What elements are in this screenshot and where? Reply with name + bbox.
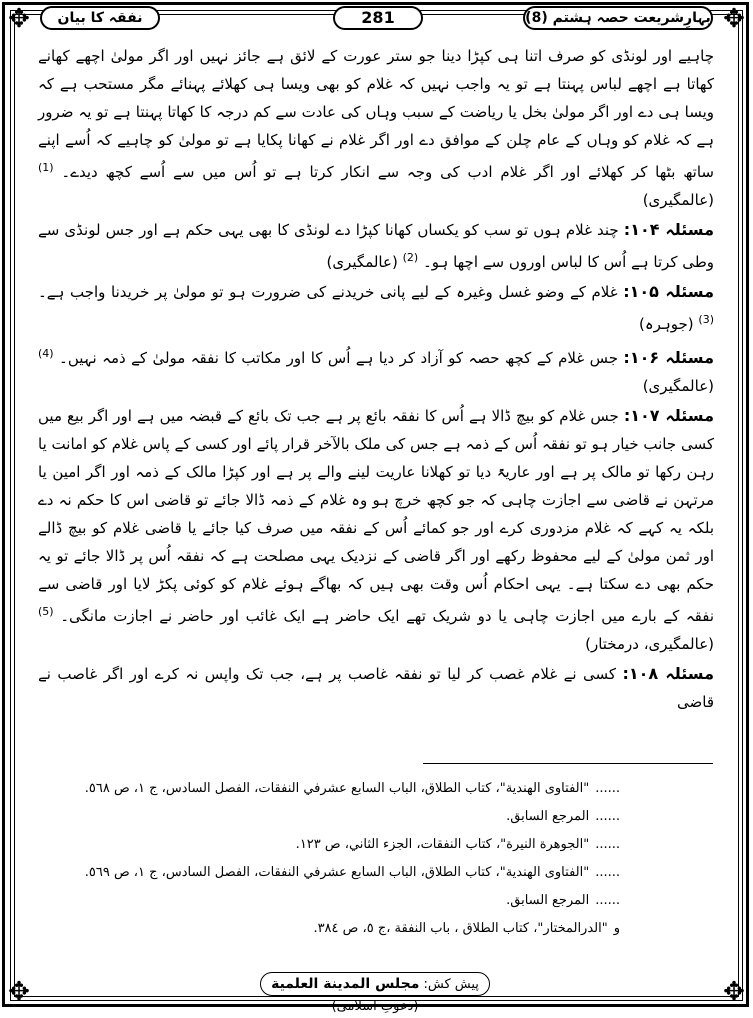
masala-108 <box>38 660 714 716</box>
footnote-6 <box>40 915 620 943</box>
source-citation: (عالمگیری، درمختار) <box>585 635 714 653</box>
footnote-ref: (4) <box>38 347 54 360</box>
footer-suffix: (دعوتِ اسلامی) <box>331 999 419 1014</box>
paragraph-continuation <box>38 42 714 214</box>
footnote-text: المرجع السابق. <box>506 809 590 824</box>
footnote-marker: ...... <box>595 809 620 824</box>
main-text <box>38 42 714 718</box>
paragraph-text: کسی نے غلام غصب کر لیا تو نفقہ غاصب پر ہے، جب تک واپس نہ کرے اور اگر غاصب نے قاضی <box>38 665 714 711</box>
footnote-ref: (3) <box>698 313 714 326</box>
footnote-marker: ...... <box>595 865 620 880</box>
book-title: بہارِشریعت حصہ ہشتم (8) <box>523 6 713 30</box>
footnote-marker: ...... <box>595 893 620 908</box>
footnote-ref: (2) <box>402 251 419 264</box>
chapter-title: نفقہ کا بیان <box>40 6 160 30</box>
paragraph-text: غلام کے وضو غسل وغیرہ کے لیے پانی خریدنے کی ضرورت ہو تو مولیٰ پر خریدنا واجب ہے۔ <box>38 283 618 301</box>
corner-ornament-icon: ✥ <box>723 4 745 34</box>
footnote-marker: ...... <box>595 781 620 796</box>
footnote-text: "الفتاوى الهندية"، كتاب الطلاق، الباب السابع عشرفي النفقات، الفصل السادس، ج ١، ص ٥٦٨. <box>84 781 590 796</box>
paragraph-text: جس غلام کو بیچ ڈالا ہے اُس کا نفقہ بائع پر ہے جب تک بائع کے قبضہ میں ہے اور اگر بیع میں کسی جانب خیار ہو تو نفقہ اُس کے ذمہ ہے جس کی ملک بالآخر قرار پائے اور کسی کے پاس غلام کو امانت یا رہن رکھا تو مالک پر ہے اور عاریۃً دیا تو کھلانا عاریت لینے والے پر ہے اور کپڑا مالک کے ذمہ اور اگر امین یا مرتہن نے قاضی سے اجازت چاہی کہ جو کچھ خرچ ہو وہ غلام کے ذمہ ڈالا جائے تو قاضی اس کا حکم نہ دے بلکہ یہ کہے کہ غلام مزدوری کرے اور جو کمائے اُس کے نفقہ میں صرف کیا جائے یا قاضی غلام کو بیچ ڈالے اور ثمن مولیٰ کے لیے محفوظ رکھے اور اگر قاضی کے نزدیک یہی مصلحت ہے کہ نفقہ اُس پر ڈالا جائے تو یہ حکم بھی دے سکتا ہے۔ یہی احکام اُس وقت بھی ہیں کہ بھاگے ہوئے غلام کو کوئی پکڑ لایا اور قاضی سے نفقہ کے بارے میں اجازت چاہی یا دو شریک تھے ایک حاضر ہے ایک غائب اور حاضر نے اجازت مانگی۔ <box>38 407 714 625</box>
corner-ornament-icon: ✥ <box>8 4 30 34</box>
footnote-2 <box>40 803 620 831</box>
footnote-text: "الفتاوى الهندية"، كتاب الطلاق، الباب السابع عشرفي النفقات، الفصل السادس، ج ١، ص ٥٦٩. <box>84 865 590 880</box>
source-citation: (عالمگیری) <box>642 191 714 209</box>
corner-ornament-icon: ✥ <box>8 977 30 1007</box>
footnote-ref: (5) <box>38 605 54 618</box>
paragraph-text: چاہیے اور لونڈی کو صرف اتنا ہی کپڑا دینا جو ستر عورت کے لائق ہے جائز نہیں اور اگر مولیٰ اچھے کھانے کھاتا ہے اچھے لباس پہنتا ہے تو یہ واجب نہیں کہ غلام کو بھی ویسا ہی کھلائے پہنائے مگر مستحب ہے کہ ویسا ہی دے اور اگر مولیٰ بخل یا ریاضت کے سبب وہاں کی عادت سے کم درجہ کا کھاتا پہنتا ہے تو یہ ضرور ہے کہ غلام کو وہاں کے عام چلن کے موافق دے اور اگر غلام نے کھانا پکایا ہے تو مولیٰ کو چاہیے کہ اُسے اپنے ساتھ بٹھا کر کھلائے اور اگر غلام ادب کی وجہ سے انکار کرتا ہے تو اُس میں سے اُسے کچھ دیدے۔ <box>38 47 714 181</box>
masala-label: مسئلہ ۱۰۸: <box>622 664 714 683</box>
footnote-text: المرجع السابق. <box>506 893 590 908</box>
paragraph-text: چند غلام ہوں تو سب کو یکساں کھانا کپڑا دے لونڈی کا بھی یہی حکم ہے اور جس لونڈی سے وطی کرتا ہے اُس کا لباس اوروں سے اچھا ہو۔ <box>38 221 714 271</box>
page-header <box>40 6 713 32</box>
publisher-name: مجلس المدينة العلمية <box>271 976 420 992</box>
footer-prefix: پیش کش: <box>423 977 479 992</box>
masala-label: مسئلہ ۱۰۷: <box>623 406 714 425</box>
source-citation: (عالمگیری) <box>326 253 398 271</box>
footnote-ref: (1) <box>38 161 54 174</box>
footnote-4 <box>40 859 620 887</box>
footnote-3 <box>40 831 620 859</box>
footnote-1 <box>40 775 620 803</box>
footnote-marker: ...... <box>595 837 620 852</box>
masala-104 <box>38 216 714 276</box>
footnote-divider <box>423 763 713 764</box>
footnote-marker: و <box>613 921 620 936</box>
source-citation: (جوہرہ) <box>639 315 694 333</box>
footnote-text: "الدرالمختار"، كتاب الطلاق ، باب النفقة ،ج ٥، ص ٣٨٤. <box>313 921 608 936</box>
corner-ornament-icon: ✥ <box>723 977 745 1007</box>
masala-label: مسئلہ ۱۰۴: <box>623 220 714 239</box>
publisher-footer <box>260 972 490 1014</box>
masala-105 <box>38 278 714 338</box>
page-number: 281 <box>333 6 423 30</box>
masala-label: مسئلہ ۱۰۵: <box>623 282 714 301</box>
masala-label: مسئلہ ۱۰۶: <box>623 348 714 367</box>
source-citation: (عالمگیری) <box>642 377 714 395</box>
paragraph-text: جس غلام کے کچھ حصہ کو آزاد کر دیا ہے اُس کا اور مکاتب کا نفقہ مولیٰ کے ذمہ نہیں۔ <box>59 349 618 367</box>
footnote-text: "الجوهرة النيرة"، كتاب النفقات، الجزء الثاني، ص ١٢٣. <box>295 837 590 852</box>
footnotes <box>40 775 620 943</box>
masala-106 <box>38 340 714 400</box>
masala-107 <box>38 402 714 658</box>
footnote-5 <box>40 887 620 915</box>
